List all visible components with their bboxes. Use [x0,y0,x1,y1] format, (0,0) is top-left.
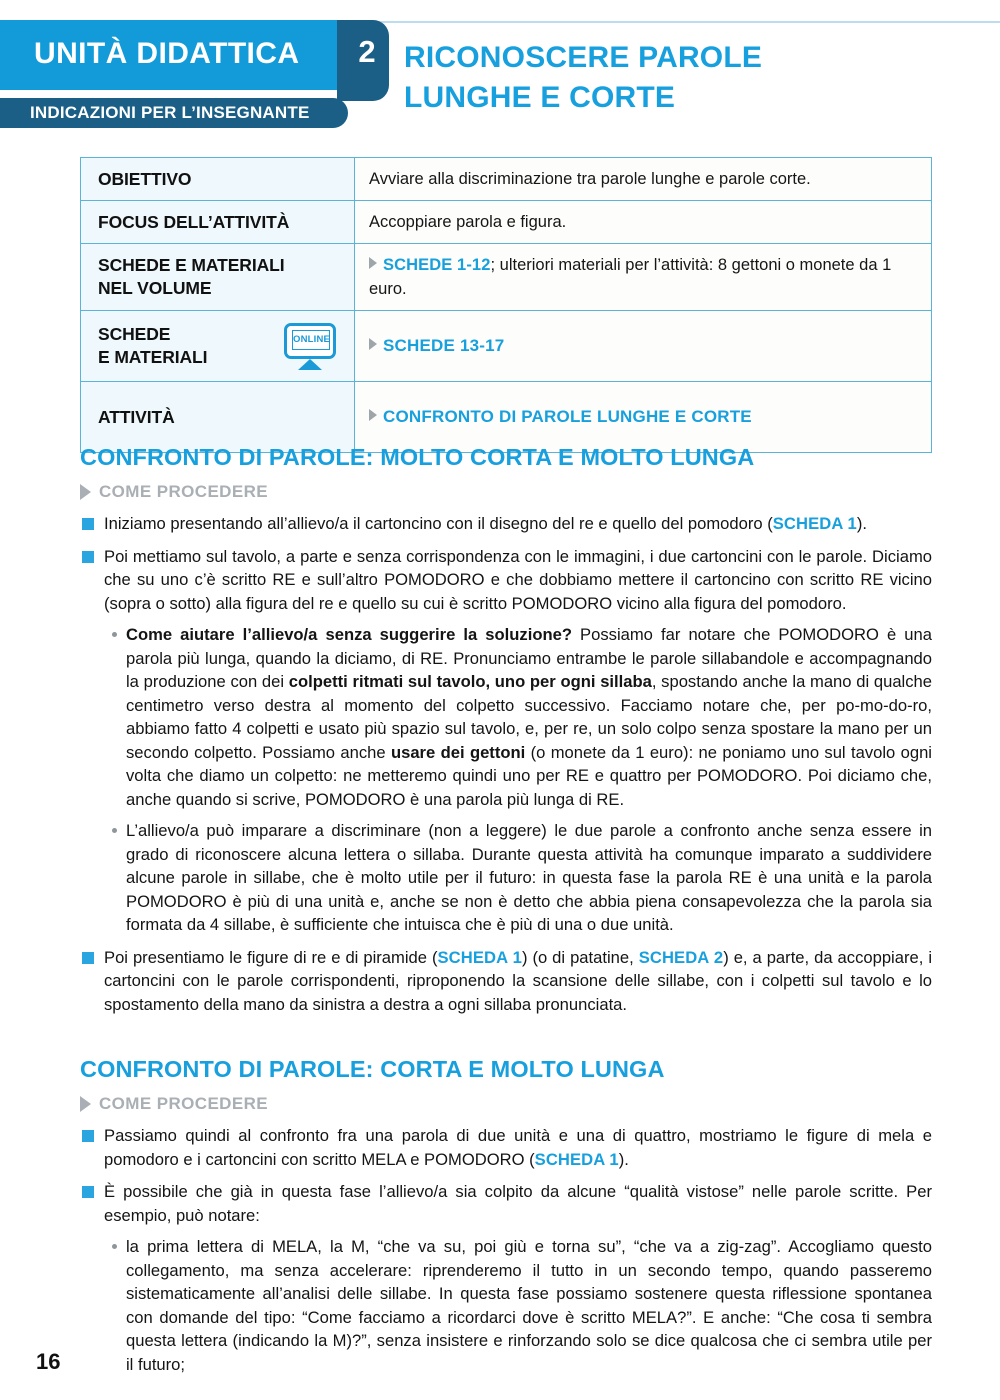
list-item [104,512,932,536]
online-badge-label: ONLINE [292,330,330,350]
subbullet-text-part: (o monete da 1 euro): ne poniamo uno sul tavolo ogni volta che diamo un colpetto: ne metteremo quindi uno per RE e quattro per POMODORO. Poi diciamo che, anche quando si scrive, POMODORO è una parola più lunga di RE. [126,742,932,809]
triangle-right-icon [80,484,91,500]
table-row [81,311,932,382]
subbullet-bold-phrase: colpetti ritmati sul tavolo, uno per ogni sillaba [288,672,652,691]
subbullet-bold-lead: Come aiutare l’allievo/a senza suggerire la soluzione? [126,625,572,644]
row-label-line-2: NEL VOLUME [98,278,212,298]
list-item [126,819,932,937]
table-row [81,158,932,201]
page-header [0,0,1000,142]
monitor-screen-icon [284,323,336,359]
row-label-text [98,323,207,369]
section-1-come-procedere [80,481,1000,503]
attivita-link[interactable]: CONFRONTO DI PAROLE LUNGHE E CORTE [383,407,752,426]
list-item [126,623,932,811]
row-label-attivita: ATTIVITÀ [81,382,355,453]
bullet-text-part: È possibile che già in questa fase l’allievo/a sia colpito da alcune “qualità vistose” nelle parole scritte. Per esempio, può notare: [104,1182,932,1225]
arrow-right-icon [369,338,377,350]
scheda-link[interactable]: SCHEDA 2 [638,947,724,967]
list-item [104,1180,932,1376]
schede-online-link[interactable]: SCHEDE 13-17 [383,336,505,355]
subbullet-text-part: , spostando anche la mano di qualche centimetro verso destra al momento del colpetto successivo. Facciamo notare che, per po-mo-do-ro, abbiamo fatto 4 colpetti e usato più spazio sul tavolo, e, per re, un solo colpo senza spostare la mano per un secondo colpetto. Possiamo anche [126,672,932,762]
section-1-bullets [0,512,1000,1016]
list-item [104,1124,932,1171]
list-item [104,946,932,1017]
row-label-line-2: E MATERIALI [98,347,208,367]
row-value-obiettivo: Avviare alla discriminazione tra parole lunghe e parole corte. [355,158,932,201]
subbullet-text-part: L’allievo/a può imparare a discriminare (non a leggere) le due parole a confronto anche senza essere in grado di riconoscere alcuna lettera o sillaba. Durante questa attività ha comunque imparato a suddividere alcune parole in sillabe, che è molto utile per il futuro: in questa fase la parola RE è una unità e la parola POMODORO è più di una unità e, anche se non è detto che abbia piena consapevolezza che la parola sia formata da 4 sillabe, è sufficiente che intuisca che è più di una o due unità. [126,821,932,934]
scheda-link[interactable]: SCHEDA 1 [437,947,522,967]
teacher-notes-label: INDICAZIONI PER L’INSEGNANTE [30,103,310,122]
page-number: 16 [36,1349,61,1374]
row-value-schede-volume [355,244,932,311]
schede-rest-text: ; ulteriori materiali per l’attività: 8 gettoni o monete da 1 euro. [369,256,892,298]
bullet-text-part: ). [618,1149,629,1169]
schede-link[interactable]: SCHEDE 1-12 [383,256,491,274]
row-label-schede-volume [81,244,355,311]
triangle-right-icon [80,1096,91,1112]
row-label-schede-online [81,311,355,382]
section-1-subbullets [104,623,932,937]
section-2-come-procedere [80,1093,1000,1115]
bullet-text-part: ) (o di patatine, [521,947,639,967]
scheda-link[interactable]: SCHEDA 1 [772,514,857,533]
arrow-right-icon [369,257,377,269]
page-title-line-1: RICONOSCERE PAROLE [404,41,763,74]
row-label-focus: FOCUS DELL’ATTIVITÀ [81,201,355,244]
monitor-stand-icon [298,359,322,370]
bullet-text-part: ). [856,514,867,533]
come-procedere-label: COME PROCEDERE [99,482,269,501]
section-2-bullets [0,1124,1000,1376]
section-2-subbullets [104,1235,932,1376]
subbullet-text-part: la prima lettera di MELA, la M, “che va su, poi giù e torna su”, “che va a zig-zag”. Accogliamo questo collegamento, ma senza accelerare: riprenderemo il tutto in un secondo tempo, quando passeremo sistematicamente all’analisi delle sillabe. In questa fase possiamo sostenere questa riflessione spontanea con domande del tipo: “Come facciamo a ricordarci dove è scritto MELA?”. E anche: “Che cosa ti sembra questa lettera (indicando la M)?”, senza insistere e rinforzando solo se dice qualcosa che ci sembra utile per il futuro; [126,1237,932,1374]
page-content [0,430,1000,1376]
online-monitor-icon [280,323,340,369]
row-label-obiettivo: OBIETTIVO [81,158,355,201]
subbullet-text-part: Possiamo far notare che POMODORO è una parola più lunga, quando la diciamo, di RE. Pronunciamo entrambe le parole sillabandole e accompagnando la produzione con dei [126,625,932,691]
come-procedere-label: COME PROCEDERE [99,1094,269,1113]
arrow-right-icon [369,409,377,421]
table-row [81,201,932,244]
list-item [126,1235,932,1376]
row-value-focus: Accoppiare parola e figura. [355,201,932,244]
scheda-link[interactable]: SCHEDA 1 [534,1149,619,1169]
bullet-text-part: Passiamo quindi al confronto fra una parola di due unità e una di quattro, mostriamo le figure di mela e pomodoro e i cartoncini con scritto MELA e POMODORO ( [104,1126,932,1169]
bullet-text-part: Iniziamo presentando all’allievo/a il cartoncino con il disegno del re e quello del pomodoro ( [104,514,773,533]
lesson-info-table [80,157,932,453]
table-row [81,244,932,311]
row-value-schede-online [355,311,932,382]
row-label-line-1: SCHEDE [98,324,171,344]
bullet-text-part: Poi presentiamo le figure di re e di piramide ( [104,947,438,967]
row-label-line-1: SCHEDE E MATERIALI [98,255,285,275]
bullet-text-part: ) e, a parte, da accoppiare, i cartoncini con le parole corrispondenti, riproponendo la scansione delle sillabe, con i colpetti sul tavolo e lo spostamento della mano da sinistra a destra a ogni sillaba pronunciata. [104,947,932,1014]
list-item [104,545,932,937]
unit-number: 2 [358,34,376,69]
section-2-title: CONFRONTO DI PAROLE: CORTA E MOLTO LUNGA [80,1056,665,1082]
subbullet-bold-phrase: usare dei gettoni [390,742,526,762]
section-1-title: CONFRONTO DI PAROLE: MOLTO CORTA E MOLTO LUNGA [80,444,755,470]
page-title-line-2: LUNGHE E CORTE [404,81,676,114]
bullet-text-part: Poi mettiamo sul tavolo, a parte e senza corrispondenza con le immagini, i due cartoncini con le parole. Diciamo che su uno c’è scritto RE e sull’altro POMODORO e che dobbiamo mettere il cartoncino con scritto RE vicino (sopra o sotto) alla figura del re e quello su cui è scritto POMODORO vicino alla figura del pomodoro. [104,546,932,613]
unit-label: UNITÀ DIDATTICA [34,37,300,70]
header-rule [352,21,1000,23]
page-title [404,38,964,118]
